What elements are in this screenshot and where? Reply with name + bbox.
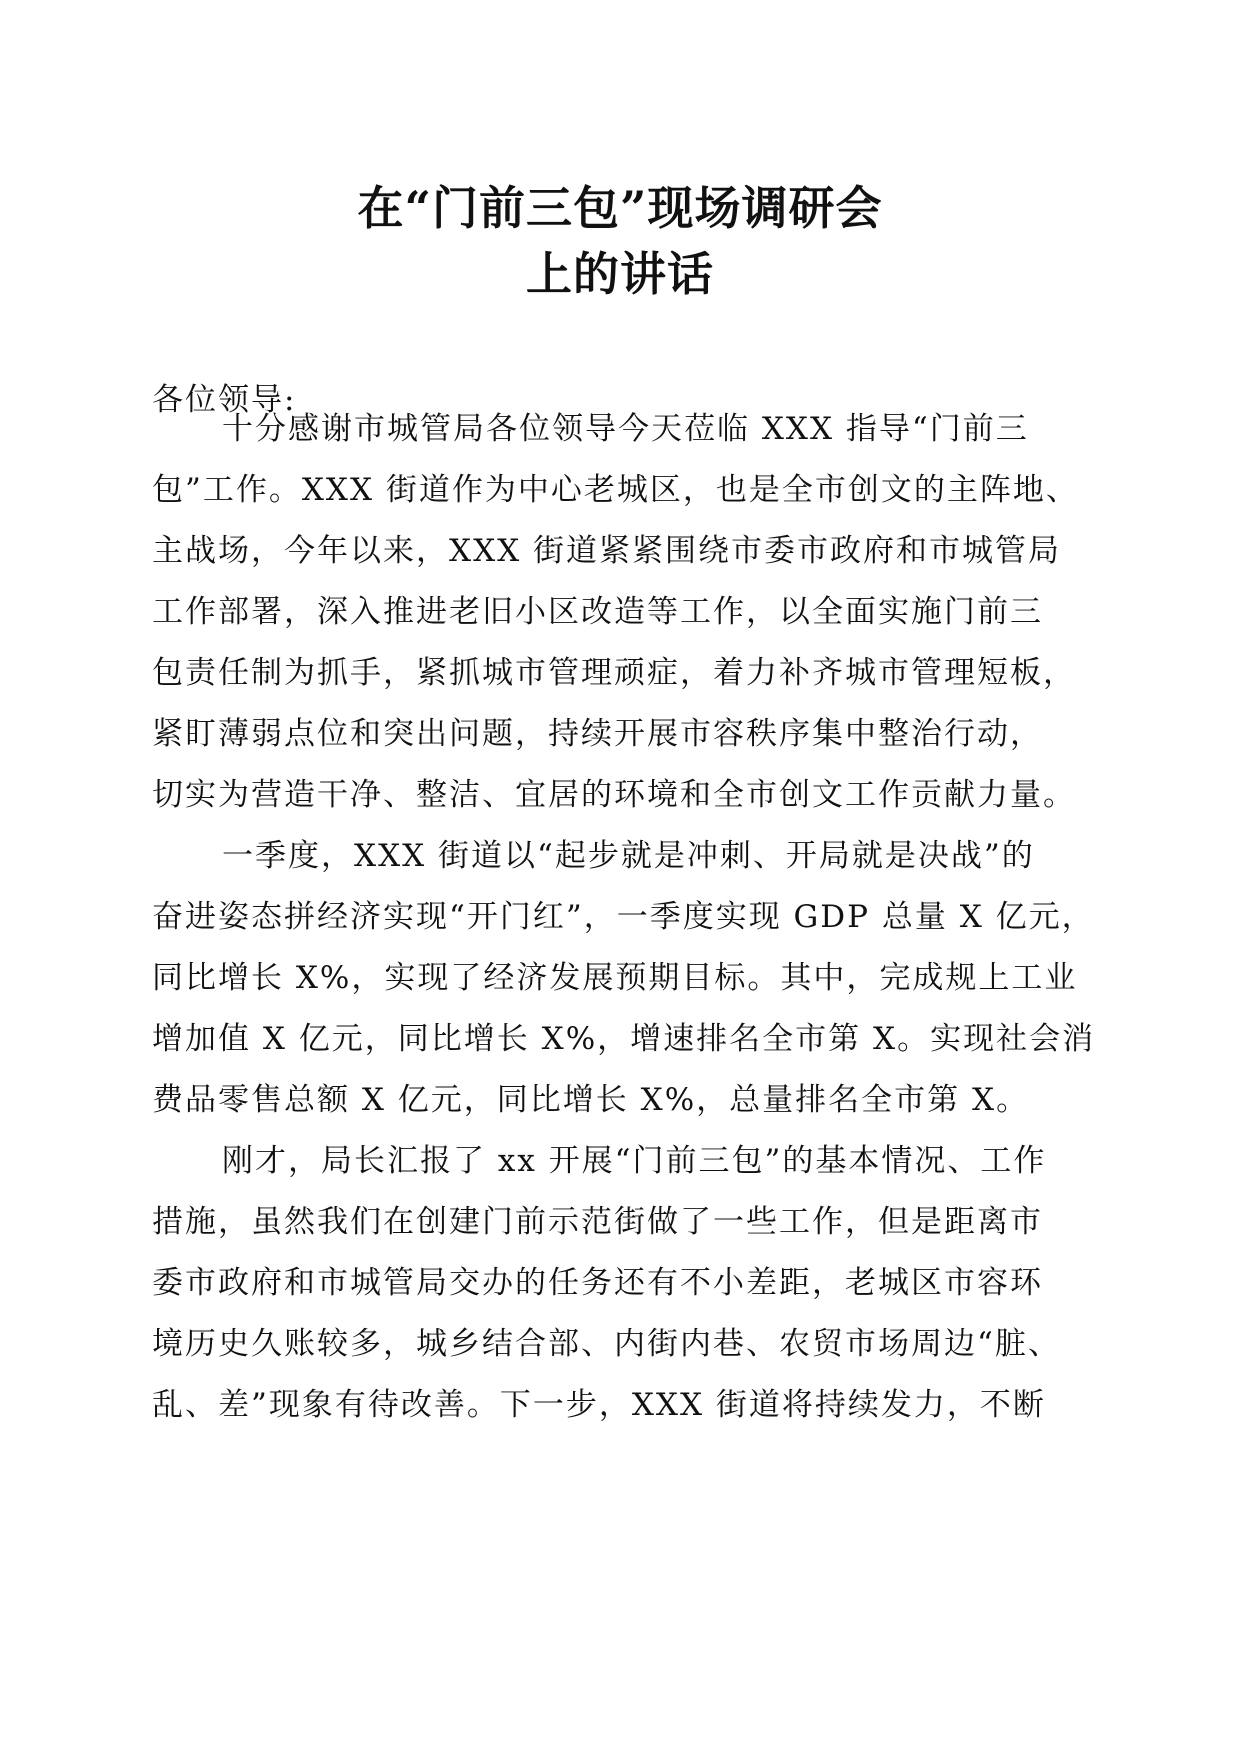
text-line: 委市政府和市城管局交办的任务还有不小差距，老城区市容环 [152,1265,1043,1301]
text-line: 刚才，局长汇报了 xx 开展“门前三包”的基本情况、工作 [222,1143,1047,1179]
text-line: 乱、差”现象有待改善。下一步，XXX 街道将持续发力，不断 [152,1387,1046,1423]
text-line: 费品零售总额 X 亿元，同比增长 X%，总量排名全市第 X。 [152,1082,1030,1118]
text-line: 包”工作。XXX 街道作为中心老城区，也是全市创文的主阵地、 [152,472,1079,508]
text-line: 工作部署，深入推进老旧小区改造等工作，以全面实施门前三 [152,594,1043,630]
text-line: 措施，虽然我们在创建门前示范街做了一些工作，但是距离市 [152,1204,1043,1240]
text-line: 同比增长 X%，实现了经济发展预期目标。其中，完成规上工业 [152,960,1078,996]
text-line: 紧盯薄弱点位和突出问题，持续开展市容秩序集中整治行动， [152,716,1043,752]
salutation: 各位领导: [152,382,297,418]
document-title-line-2: 上的讲话 [526,247,714,301]
text-line: 境历史久账较多，城乡结合部、内街内巷、农贸市场周边“脏、 [152,1326,1061,1362]
text-line: 十分感谢市城管局各位领导今天莅临 XXX 指导“门前三 [222,411,1029,447]
text-line: 切实为营造干净、整洁、宜居的环境和全市创文工作贡献力量。 [152,777,1076,813]
text-line: 一季度，XXX 街道以“起步就是冲刺、开局就是决战”的 [222,838,1035,874]
document-title-line-1: 在“门前三包”现场调研会 [357,181,883,235]
text-line: 奋进姿态拼经济实现“开门红”，一季度实现 GDP 总量 X 亿元， [152,899,1095,935]
text-line: 包责任制为抓手，紧抓城市管理顽症，着力补齐城市管理短板， [152,655,1076,691]
text-line: 增加值 X 亿元，同比增长 X%，增速排名全市第 X。实现社会消 [152,1021,1096,1057]
text-line: 主战场，今年以来，XXX 街道紧紧围绕市委市政府和市城管局 [152,533,1062,569]
